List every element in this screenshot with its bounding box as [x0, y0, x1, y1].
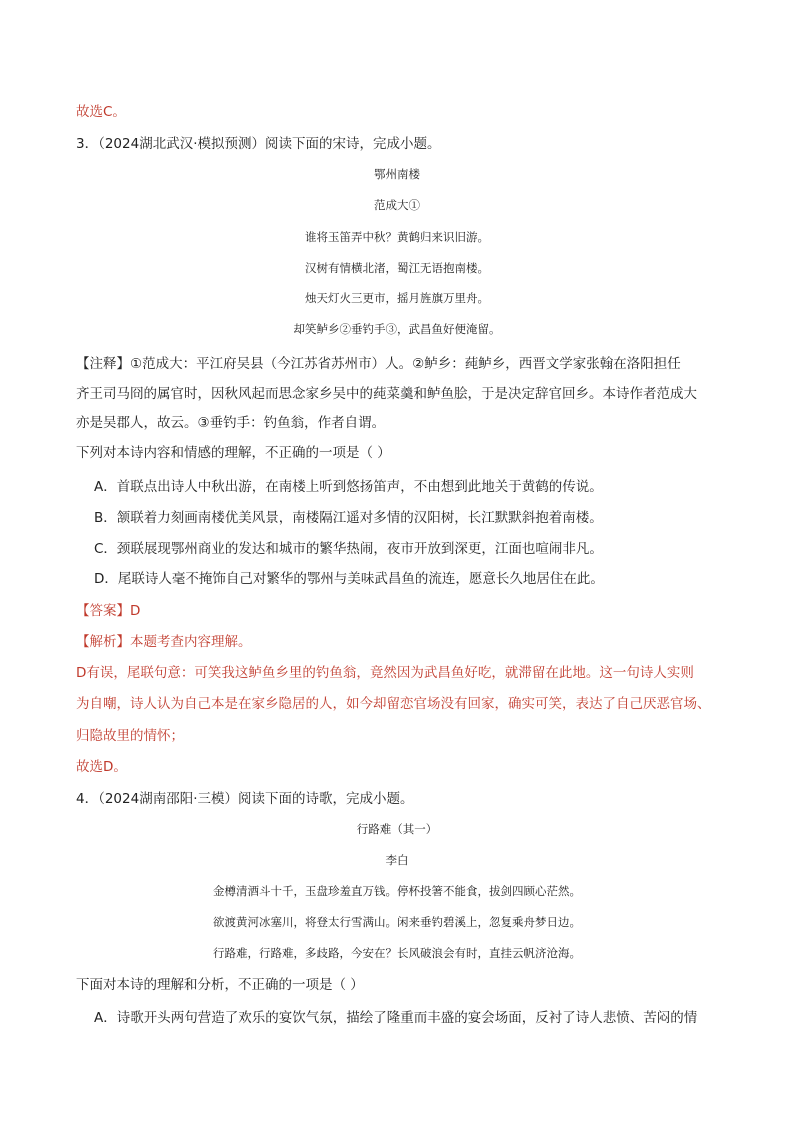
q3-analysis-line: D有误，尾联句意：可笑我这鲈鱼乡里的钓鱼翁，竟然因为武昌鱼好吃，就滞留在此地。这一句诗人实则: [76, 665, 694, 681]
q3-note-line: 齐王司马冏的属官时，因秋风起而思念家乡吴中的莼菜羹和鲈鱼脍，于是决定辞官回乡。本诗作者范成大: [76, 386, 697, 402]
q3-option-c: C．颈联展现鄂州商业的发达和城市的繁华热闹，夜市开放到深更，江面也喧闹非凡。: [94, 541, 603, 557]
q3-poem-author: 范成大①: [374, 198, 420, 212]
q3-question: 下列对本诗内容和情感的理解，不正确的一项是（ ）: [76, 445, 391, 461]
q3-option-d: D．尾联诗人毫不掩饰自己对繁华的鄂州与美味武昌鱼的流连，愿意长久地居住在此。: [94, 571, 604, 587]
q3-note-line: 【注释】①范成大：平江府吴县（今江苏省苏州市）人。②鲈乡：莼鲈乡，西晋文学家张翰在洛阳担任: [76, 356, 681, 372]
q3-option-b: B．颔联着力刻画南楼优美风景，南楼隔江遥对多情的汉阳树，长江默默斜抱着南楼。: [94, 510, 603, 526]
q3-analysis-head: 【解析】本题考查内容理解。: [76, 634, 252, 650]
q4-poem-author: 李白: [385, 853, 409, 867]
q3-conclusion: 故选D。: [76, 759, 127, 775]
q4-poem-title: 行路难（其一）: [356, 822, 438, 836]
q4-question: 下面对本诗的理解和分析，不正确的一项是（ ）: [76, 977, 364, 993]
q3-poem-line: 却笑鲈乡②垂钓手③，武昌鱼好便淹留。: [293, 322, 501, 336]
q3-answer: 【答案】D: [76, 603, 141, 619]
q3-analysis-line: 归隐故里的情怀；: [76, 728, 184, 744]
q4-poem-line: 欲渡黄河冰塞川，将登太行雪满山。闲来垂钓碧溪上，忽复乘舟梦日边。: [213, 915, 581, 929]
q3-poem-title: 鄂州南楼: [374, 167, 420, 181]
q3-note-line: 亦是吴郡人，故云。③垂钓手：钓鱼翁，作者自谓。: [76, 415, 386, 431]
q3-option-a: A．首联点出诗人中秋出游，在南楼上听到悠扬笛声，不由想到此地关于黄鹤的传说。: [94, 479, 603, 495]
q2-conclusion: 故选C。: [76, 104, 126, 120]
q3-poem-line: 汉树有情横北渚，蜀江无语抱南楼。: [305, 261, 489, 275]
q3-poem-line: 谁将玉笛弄中秋？黄鹤归来识旧游。: [305, 230, 489, 244]
q3-poem-line: 烛天灯火三更市，摇月旌旗万里舟。: [305, 291, 489, 305]
q4-option-a: A．诗歌开头两句营造了欢乐的宴饮气氛，描绘了隆重而丰盛的宴会场面，反衬了诗人悲愤、苦闷的情: [94, 1010, 698, 1026]
q4-stem: 4．（2024湖南邵阳·三模）阅读下面的诗歌，完成小题。: [76, 791, 414, 807]
q4-poem-line: 金樽清酒斗十千，玉盘珍羞直万钱。停杯投箸不能食，拔剑四顾心茫然。: [213, 884, 581, 898]
q3-analysis-line: 为自嘲，诗人认为自己本是在家乡隐居的人，如今却留恋官场没有回家，确实可笑，表达了自己厌恶官场、: [76, 696, 711, 712]
q3-stem: 3．（2024湖北武汉·模拟预测）阅读下面的宋诗，完成小题。: [76, 136, 441, 152]
q4-poem-line: 行路难，行路难，多歧路，今安在？长风破浪会有时，直挂云帆济沧海。: [213, 946, 581, 960]
